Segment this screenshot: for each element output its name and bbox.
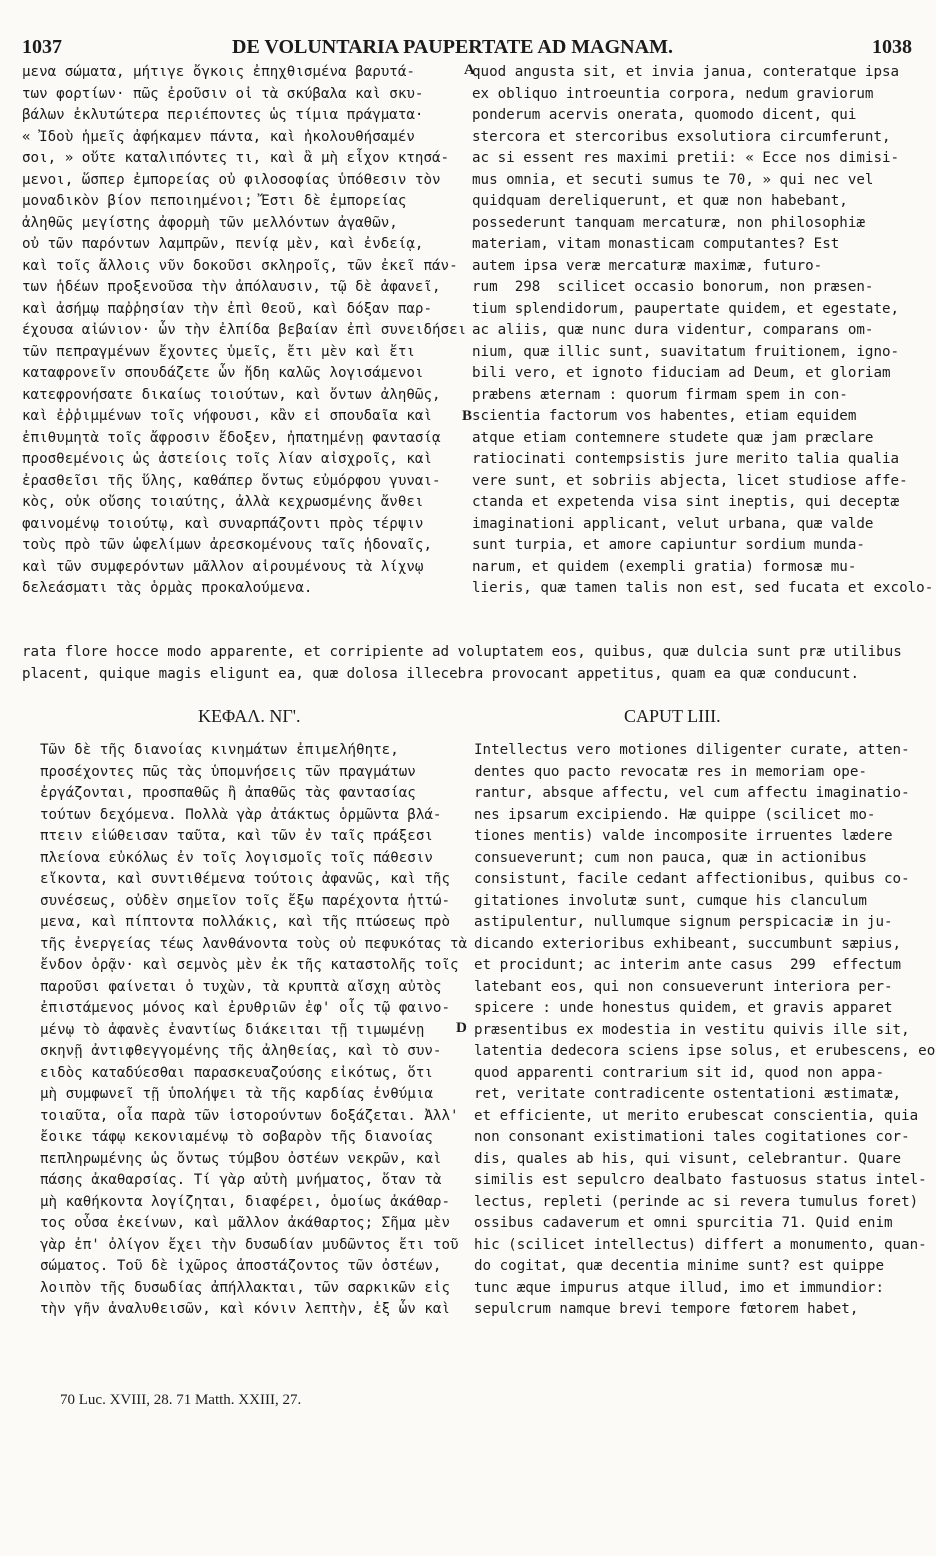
margin-letter-d: D	[456, 1020, 467, 1036]
page-number-left: 1037	[22, 36, 62, 58]
greek-chapter-heading: ΚΕΦΑΛ. ΝΓ'.	[198, 706, 301, 726]
footnotes: 70 Luc. XVIII, 28. 71 Matth. XXIII, 27.	[60, 1392, 302, 1408]
page-number-right: 1038	[872, 36, 912, 58]
greek-column-1: μενα σώματα, μήτιγε ὄγκοις ἐπηχθισμένα βαρυτά- των φορτίων· πῶς ἐροῦσιν οἱ τὰ σκύβαλα καὶ σκυ- βάλων ἐκλυτώτερα περιέποντες ὡς τίμια πράγματα· « Ἰδοὺ ἡμεῖς ἀφήκαμεν πάντα, καὶ ἠκολουθήσαμέν σοι, » οὔτε καταλιπόντες τι, καὶ ἃ μὴ εἶχον κτησά- μενοι, ὥσπερ ἐμπορείας οὐ φιλοσοφίας ὑπόθεσιν τὸν μοναδικὸν βίον πεποιημένοι; Ἔστι δὲ ἐμπορείας ἀληθῶς μεγίστης ἀφορμὴ τῶν μελλόντων ἀγαθῶν, οὐ τῶν παρόντων λαμπρῶν, πενίᾳ μὲν, καὶ ἐνδείᾳ, καὶ τοῖς ἄλλοις νῦν δοκοῦσι σκληροῖς, τῶν ἐκεῖ πάν- των ἡδέων προξενοῦσα τὴν ἀπόλαυσιν, τῷ δὲ ἀφανεῖ, καὶ ἀσήμῳ παῤῥησίαν τὴν ἐπὶ Θεοῦ, καὶ δόξαν παρ- έχουσα αἰώνιον· ὧν τὴν ἐλπίδα βεβαίαν ἐπὶ συνειδήσει τῶν πεπραγμένων ἔχοντες ὑμεῖς, ἔτι μὲν καὶ ἔτι καταφρονεῖν σπουδάζετε ὧν ἤδη καλῶς λογισάμενοι κατεφρονήσατε δικαίως τοιούτων, καὶ ὄντων ἀληθῶς, καὶ ἐῤῥιμμένων τοῖς νήφουσι, κἂν εἰ σπουδαῖα καὶ ἐπιθυμητὰ τοῖς ἄφροσιν ἔδοξεν, ἠπατημένῃ φαντασίᾳ προσθεμένοις ὡς ἀστείοις τοῖς λίαν αἰσχροῖς, καὶ ἐρασθεῖσι τῆς ὕλης, καθάπερ ὄντως εὐμόρφου γυναι- κὸς, οὐκ οὔσης τοιαύτης, ἀλλὰ κεχρωσμένης ἄνθει φαινομένῳ τοιούτῳ, καὶ συναρπάζοντι πρὸς τέρψιν τοὺς πρὸ τῶν ὠφελίμων ἀρεσκομένους ταῖς ἡδοναῖς, καὶ τῶν συμφερόντων μᾶλλον αἱρουμένους τὰ λίχνῳ δελεάσματι τὰς ὁρμὰς προκαλούμενα.	[22, 64, 467, 596]
margin-letter-a: A	[464, 62, 475, 78]
latin-column-1: quod angusta sit, et invia janua, conteratque ipsa ex obliquo introeuntia corpora, nedum graviorum ponderum acervis onerata, quomodo dicent, qui stercora et stercoribus exsolutiora circumferunt, ac si essent res maximi pretii: « Ecce nos dimisi- mus omnia, et secuti sumus te 70, » qui nec vel quidquam dereliquerunt, et quæ non habebant, possederunt tanquam mercaturæ, non philosophiæ materiam, vitam monasticam computantes? Est autem ipsa veræ mercaturæ maximæ, futuro- rum 298 scilicet occasio bonorum, non præsen- tium splendidorum, paupertate quidem, et egestate, ac aliis, quæ nunc dura videntur, comparans om- nium, quæ illic sunt, suavitatum fruitionem, igno- bili vero, et ignoto fiduciam ad Deum, et gloriam præbens æternam : quorum firmam spem in con- scientia factorum vos habentes, etiam equidem atque etiam contemnere studete quæ jam præclare ratiocinati contempsistis jure merito talia qualia vere sunt, et sobriis abjecta, licet studiose affe- ctanda et expetenda visa sint ineptis, qui deceptæ imaginationi applicant, velut urbana, quæ valde sunt turpia, et amore capiuntur sordium munda- narum, et quidem (exempli gratia) formosæ mu- lieris, quæ tamen talis non est, sed fucata et excolo-	[472, 64, 934, 596]
greek-column-2: Τῶν δὲ τῆς διανοίας κινημάτων ἐπιμελήθητε, προσέχοντες πῶς τὰς ὑπομνήσεις τῶν πραγμάτων ἐργάζονται, προσπαθῶς ἢ ἀπαθῶς τὰς φαντασίας τούτων δεχόμενα. Πολλὰ γὰρ ἀτάκτως ὁρμῶντα βλά- πτειν εἰώθεισαν ταῦτα, καὶ τῶν ἐν ταῖς πράξεσι πλείονα εὐκόλως ἐν τοῖς λογισμοῖς τοῖς πάθεσιν εἴκοντα, καὶ συντιθέμενα τούτοις ἀφανῶς, καὶ τῆς συνέσεως, οὐδὲν σημεῖον τοῖς ἔξω παρέχοντα ἡττώ- μενα, καὶ πίπτοντα πολλάκις, καὶ τῆς πτώσεως πρὸ τῆς ἐνεργείας τέως λανθάνοντα τοὺς οὐ πεφυκότας τὰ ἔνδον ὁρᾷν· καὶ σεμνὸς μὲν ἐκ τῆς καταστολῆς τοῖς παροῦσι φαίνεται ὁ τυχὼν, τὰ κρυπτὰ αἴσχη αὐτὸς ἐπιστάμενος μόνος καὶ ἐρυθριῶν ἐφ' οἷς τῷ φαινο- μένῳ τὸ ἀφανὲς ἐναντίως διάκειται τῇ τιμωμένῃ σκηνῇ ἀντιφθεγγομένης τῆς ἀληθείας, καὶ τὸ συν- ειδὸς καταδύεσθαι παρασκευαζούσης εἰκότως, ὅτι μὴ συμφωνεῖ τῇ ὑπολήψει τὰ τῆς καρδίας ἐνθύμια τοιαῦτα, οἷα παρὰ τῶν ἱστορούντων δοξάζεται. Ἀλλ' ἔοικε τάφῳ κεκονιαμένῳ τὸ σοβαρὸν τῆς διανοίας πεπληρωμένης ὡς ὄντως τύμβου ὀστέων νεκρῶν, καὶ πάσης ἀκαθαρσίας. Τί γὰρ αὐτὴ μνήματος, ὅταν τὰ μὴ καθήκοντα λογίζηται, διαφέρει, ὁμοίως ἀκάθαρ- τος οὖσα ἐκείνων, καὶ μᾶλλον ἀκάθαρτος; Σῆμα μὲν γὰρ ἐπ' ὀλίγον ἔχει τὴν δυσωδίαν μυδῶντος ἔτι τοῦ σώματος. Τοῦ δὲ ἰχῶρος ἀποστάζοντος τῶν ὀστέων, λοιπὸν τῆς δυσωδίας ἀπήλλακται, τῶν σαρκικῶν εἰς τὴν γῆν ἀναλυθεισῶν, καὶ κόνιν λεπτὴν, ἐξ ὧν καὶ	[40, 742, 468, 1317]
margin-letter-b: B	[462, 408, 473, 424]
running-title: DE VOLUNTARIA PAUPERTATE AD MAGNAM.	[232, 36, 673, 58]
latin-full-width-lines: rata flore hocce modo apparente, et corripiente ad voluptatem eos, quibus, quæ dulcia sunt præ utilibus placent, quique magis eligunt ea, quæ dolosa illecebra provocant appetitus, quam ea quæ conducunt.	[22, 644, 902, 682]
latin-chapter-heading: CAPUT LIII.	[624, 706, 721, 726]
latin-column-2: Intellectus vero motiones diligenter curate, atten- dentes quo pacto revocatæ res in memoriam ope- rantur, absque affectu, vel cum affectu imaginatio- nes ipsarum excipiendo. Hæ quippe (scilicet mo- tiones mentis) valde incomposite irruentes lædere consueverunt; cum non pauca, quæ in actionibus consistunt, facile cedant affectionibus, quibus co- gitationes involutæ sunt, cumque his clanculum astipulentur, nullumque signum perspicaciæ in ju- dicando exterioribus exhibeant, succumbunt sæpius, et procidunt; ac interim ante casus 299 effectum latebant eos, qui non consueverunt interiora per- spicere : unde honestus quidem, et gravis apparet præsentibus ex modestia in vestitu quivis ille sit, latentia dedecora sciens ipse solus, et erubescens, eo quod apparenti contrarium sit id, quod non appa- ret, veritate contradicente ostentationi æstimatæ, et efficiente, ut merito erubescat conscientia, quia non consonant existimationi tales cogitationes cor- dis, quales ab his, qui visunt, celebrantur. Quare similis est sepulcro dealbato fastuosus status intel- lectus, repleti (perinde ac si revera tumulus foret) ossibus cadaverum et omni spurcitia 71. Quid enim hic (scilicet intellectus) differt a monumento, quan- do cogitat, quæ decentia minime sunt? est quippe tunc æque impurus atque illud, imo et immundior: sepulcrum namque brevi tempore fœtorem habet,	[474, 742, 936, 1317]
